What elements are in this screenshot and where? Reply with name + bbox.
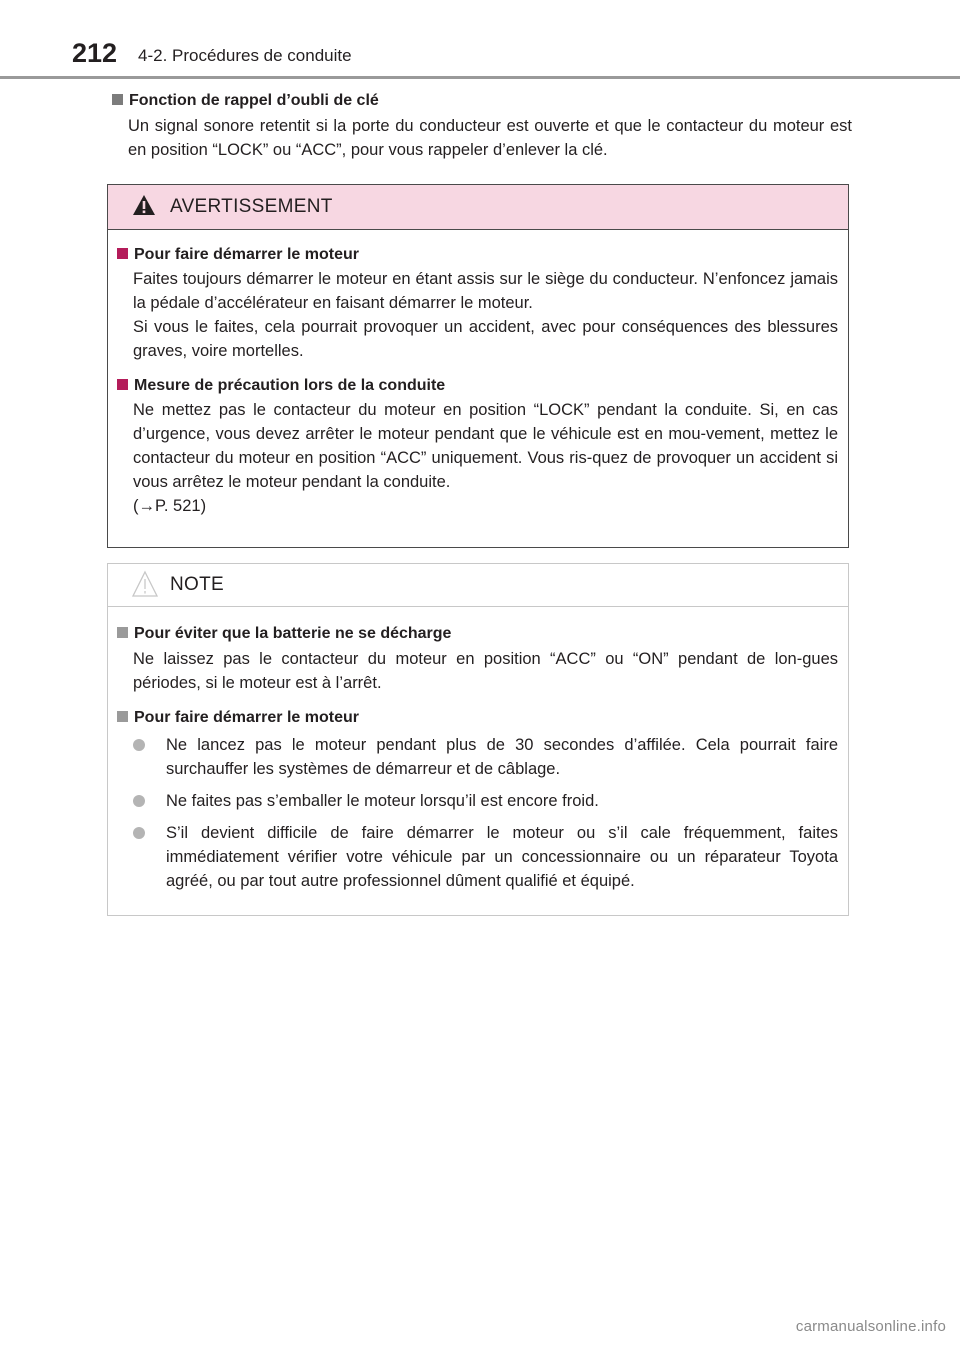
circle-bullet-icon <box>133 739 145 751</box>
page-reference: (→P. 521) <box>133 497 207 515</box>
warning-section-text: Ne mettez pas le contacteur du moteur en position “LOCK” pendant la conduite. Si, en cas d’urgence, vous devez arrêter le moteur pendant que le véhicule est en mou-vement, mettez le contacteur du moteur en position “ACC” uniquement. Vous ris-quez de provoquer un accident si vous arrêtez le moteur pendant la conduite. <box>133 401 838 491</box>
warning-section-driving <box>117 377 838 518</box>
note-box <box>107 563 849 916</box>
square-bullet-icon <box>112 94 123 105</box>
header-divider <box>0 76 960 79</box>
warning-triangle-icon <box>132 194 156 221</box>
square-bullet-icon <box>117 248 128 259</box>
square-bullet-icon <box>117 627 128 638</box>
note-section-start-engine <box>117 709 838 893</box>
note-header <box>108 564 848 607</box>
page-number: 212 <box>72 38 118 68</box>
circle-bullet-icon <box>133 795 145 807</box>
square-bullet-icon <box>117 711 128 722</box>
intro-text: Un signal sonore retentit si la porte du conducteur est ouverte et que le contacteur du moteur est en position “LOCK” ou “ACC”, pour vous rappeler d’enlever la clé. <box>128 117 852 159</box>
chapter-title: 4-2. Procédures de conduite <box>138 46 352 65</box>
warning-title: AVERTISSEMENT <box>170 196 333 217</box>
warning-section-text: Faites toujours démarrer le moteur en étant assis sur le siège du conducteur. N’enfoncez jamais la pédale d’accélérateur en faisant démarrer le moteur. <box>133 270 838 312</box>
watermark: carmanualsonline.info <box>795 1318 946 1335</box>
page-header <box>0 0 960 80</box>
note-section-title: Pour éviter que la batterie ne se décharge <box>134 625 452 642</box>
warning-section-title: Pour faire démarrer le moteur <box>134 246 359 263</box>
note-title: NOTE <box>170 574 224 595</box>
warning-box <box>107 184 849 548</box>
intro-section <box>112 92 852 162</box>
circle-bullet-icon <box>133 827 145 839</box>
caution-triangle-outline-icon <box>132 570 158 603</box>
list-item: Ne lancez pas le moteur pendant plus de 30 secondes d’affilée. Cela pourrait faire surchauffer les systèmes de démarreur et de câblage. <box>133 733 838 781</box>
warning-header <box>108 185 848 230</box>
list-item: Ne faites pas s’emballer le moteur lorsqu’il est encore froid. <box>133 789 838 813</box>
note-section-battery <box>117 625 838 695</box>
list-item: S’il devient difficile de faire démarrer le moteur ou s’il cale fréquemment, faites immédiatement vérifier votre véhicule par un concessionnaire ou un réparateur Toyota agréé, ou par tout autre professionnel dûment qualifié et équipé. <box>133 821 838 893</box>
intro-heading <box>112 92 852 110</box>
square-bullet-icon <box>117 379 128 390</box>
warning-section-text: Si vous le faites, cela pourrait provoquer un accident, avec pour conséquences des blessures graves, voire mortelles. <box>133 318 838 360</box>
warning-section-start-engine <box>117 246 838 363</box>
warning-section-title: Mesure de précaution lors de la conduite <box>134 377 446 394</box>
note-section-text: Ne laissez pas le contacteur du moteur en position “ACC” ou “ON” pendant de lon-gues périodes, si le moteur est à l’arrêt. <box>133 650 838 692</box>
intro-title: Fonction de rappel d’oubli de clé <box>129 92 379 109</box>
note-section-title: Pour faire démarrer le moteur <box>134 709 359 726</box>
